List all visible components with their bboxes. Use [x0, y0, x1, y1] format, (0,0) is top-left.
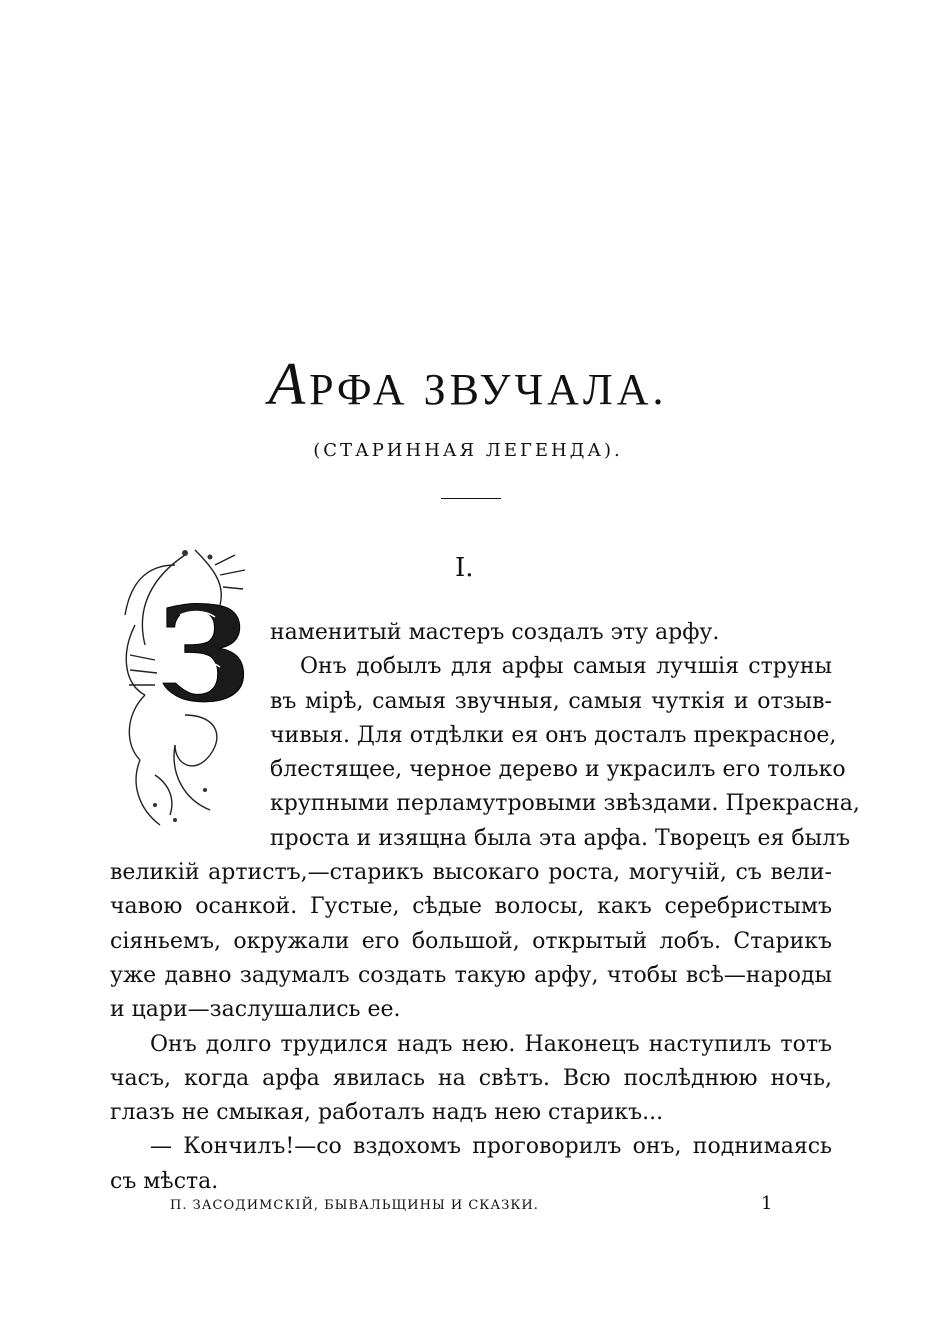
subtitle: (СТАРИННАЯ ЛЕГЕНДА). — [313, 440, 623, 461]
text-line: проста и изящна была эта арфа. Творецъ ея былъ — [270, 825, 851, 851]
text-line: — Кончилъ!—со вздохомъ проговорилъ онъ, поднимаясь — [150, 1134, 832, 1160]
text-line: Онъ долго трудился надъ нею. Наконецъ наступилъ тотъ — [150, 1031, 832, 1057]
dropcap-letter: З — [157, 578, 251, 731]
text-line: чавою осанкой. Густые, сѣдые волосы, какъ серебристымъ — [110, 894, 832, 920]
text-line: блестящее, черное дерево и украсилъ его только — [270, 757, 846, 783]
text-line: уже давно задумалъ создать такую арфу, чтобы всѣ—народы — [110, 962, 832, 988]
text-line: чивыя. Для отдѣлки ея онъ досталъ прекрасное, — [270, 722, 837, 748]
text-line: наменитый мастеръ создалъ эту арфу. — [270, 620, 720, 645]
chapter-number: I. — [455, 553, 474, 583]
text-line: Онъ добылъ для арфы самыя лучшія струны — [300, 654, 832, 680]
text-line: часъ, когда арфа явилась на свѣтъ. Всю послѣднюю ночь, — [110, 1065, 832, 1091]
text-line: глазъ не смыкая, работалъ надъ нею старикъ... — [110, 1100, 664, 1126]
title-initial: А — [268, 351, 310, 417]
body-text — [110, 616, 860, 1199]
page-title — [0, 350, 936, 419]
text-line: и цари—заслушались ее. — [110, 997, 401, 1023]
footer-signature: П. ЗАСОДИМСКІЙ, БЫВАЛЬЩИНЫ И СКАЗКИ. — [170, 1198, 539, 1213]
text-line: съ мѣста. — [110, 1168, 219, 1194]
text-line: въ мірѣ, самыя звучныя, самыя чуткія и отзыв- — [270, 688, 832, 714]
title-rest: РФА ЗВУЧАЛА. — [309, 365, 668, 414]
page-number: 1 — [761, 1193, 773, 1214]
divider-rule — [441, 498, 501, 499]
text-line: крупными перламутровыми звѣздами. Прекрасна, — [270, 791, 860, 817]
text-line: великій артистъ,—старикъ высокаго роста, могучій, съ вели- — [110, 860, 832, 886]
text-line: сіяньемъ, окружали его большой, открытый лобъ. Старикъ — [110, 928, 832, 954]
